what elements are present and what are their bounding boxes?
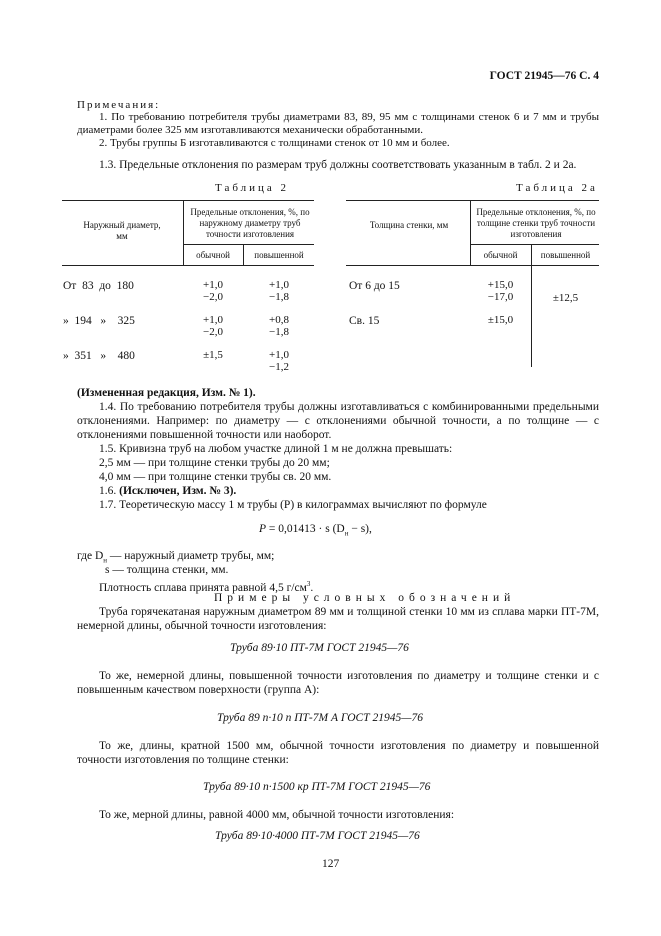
where-line-3-text: Плотность сплава принята равной 4,5 г/см	[99, 581, 307, 594]
example-2-text: То же, немерной длины, повышенной точности изготовления по диаметру и толщине стенки и с повышенным качеством поверхности (группа А):	[77, 670, 599, 696]
table-2a-sub-ordinary: обычной	[483, 250, 518, 260]
table-2-top-rule	[62, 200, 314, 201]
page-header: ГОСТ 21945—76 С. 4	[489, 70, 599, 82]
where-line-1-prefix: где D	[77, 550, 104, 562]
table-2-row3-increased: +1,0 −1,2	[269, 349, 289, 373]
paragraph-1-5-b: 4,0 мм — при толщине стенки трубы св. 20 мм.	[99, 471, 332, 483]
example-3-text: То же, длины, кратной 1500 мм, обычной точности изготовления по диаметру и повышенной точности изготовления по толщине стенки:	[77, 740, 599, 766]
formula-lhs: P	[259, 523, 267, 535]
table-2-caption: Таблица 2	[215, 182, 290, 194]
table-2-row2-label: » 194 » 325	[63, 315, 135, 327]
table-2a-row2-ordinary: ±15,0	[487, 314, 514, 326]
table-2a-sub-increased: повышенной	[540, 250, 591, 260]
table-2a-row1-label: От 6 до 15	[349, 280, 400, 292]
formula-rhs: = 0,01413 · s (D	[268, 523, 345, 535]
note-item-1: 1. По требованию потребителя трубы диаметрами 83, 89, 95 мм с толщинами стенок 6 и 7 мм и трубы диаметрами более 325 мм изготавливаются механически обработанными.	[77, 111, 599, 136]
table-2-row1-label: От 83 до 180	[63, 280, 134, 292]
table-2a-caption: Таблица 2а	[516, 182, 598, 194]
paragraph-1-5-a: 2,5 мм — при толщине стенки трубы до 20 мм;	[99, 457, 330, 469]
table-2a-top-rule	[346, 200, 599, 201]
where-line-1-rest: — наружный диаметр трубы, мм;	[107, 550, 275, 562]
table-2a-row2-label: Св. 15	[349, 315, 380, 327]
table-2a-header-rule	[346, 265, 599, 266]
table-2-sub-rule	[183, 244, 314, 245]
where-line-3-sup: 3	[306, 580, 311, 588]
example-1-text: Труба горячекатаная наружным диаметром 89 мм и толщиной стенки 10 мм из сплава марки ПТ-7М, немерной длины, обычной точности изготовления:	[77, 606, 599, 632]
table-2-row2-increased: +0,8 −1,8	[269, 314, 289, 338]
table-2a-col1-header: Толщина стенки, мм	[369, 220, 449, 230]
table-2-col1-header: Наружный диаметр, мм	[83, 220, 161, 241]
table-2a-row1-ordinary: +15,0 −17,0	[487, 279, 514, 303]
table-2-sub-increased: повышенной	[254, 250, 304, 260]
paragraph-1-6-text: (Исключен, Изм. № 3).	[119, 485, 237, 497]
examples-heading: Примеры условных обозначений	[214, 592, 516, 604]
paragraph-1-7: 1.7. Теоретическую массу 1 м трубы (P) в килограммах вычисляют по формуле	[99, 499, 487, 511]
paragraph-1-3: 1.3. Предельные отклонения по размерам труб должны соответствовать указанным в табл. 2 и 2а.	[99, 159, 577, 171]
table-2-header-rule	[62, 265, 314, 266]
where-line-2: s — толщина стенки, мм.	[105, 564, 229, 576]
note-item-2: 2. Трубы группы Б изготавливаются с толщинами стенок от 10 мм и более.	[99, 137, 450, 149]
example-3-code: Труба 89·10 п·1500 кр ПТ-7М ГОСТ 21945—76	[203, 781, 431, 793]
table-2-row1-ordinary: +1,0 −2,0	[203, 279, 223, 303]
formula-subscript: н	[344, 529, 349, 538]
where-line-3-end: .	[310, 581, 314, 594]
amendment-note-1: (Измененная редакция, Изм. № 1).	[77, 387, 256, 399]
where-line-1-sub: н	[103, 556, 108, 565]
formula-tail: − s),	[351, 523, 372, 535]
table-2-row2-ordinary: +1,0 −2,0	[203, 314, 223, 338]
table-2-row3-label: » 351 » 480	[63, 350, 135, 362]
example-2-code: Труба 89 п·10 п ПТ-7М А ГОСТ 21945—76	[217, 712, 423, 724]
table-2-row3-ordinary: ±1,5	[203, 349, 223, 361]
example-4-code: Труба 89·10·4000 ПТ-7М ГОСТ 21945—76	[215, 830, 420, 842]
table-2-row1-increased: +1,0 −1,8	[269, 279, 289, 303]
table-2a-col2-header: Предельные отклонения, %, по толщине стенки труб точности изготовления	[476, 207, 596, 239]
example-1-code: Труба 89·10 ПТ-7М ГОСТ 21945—76	[230, 642, 409, 654]
table-2-col2-header: Предельные отклонения, %, по наружному диаметру труб точности изготовления	[190, 207, 310, 239]
table-2-sub-ordinary: обычной	[196, 250, 230, 260]
mass-formula	[259, 522, 372, 540]
page-number: 127	[322, 858, 340, 870]
example-4-text: То же, мерной длины, равной 4000 мм, обычной точности изготовления:	[99, 809, 455, 821]
table-2a-body-divider	[531, 265, 532, 367]
paragraph-1-6-number: 1.6.	[99, 485, 117, 497]
paragraph-1-5: 1.5. Кривизна труб на любом участке длиной 1 м не должна превышать:	[99, 443, 453, 455]
paragraph-1-6	[99, 484, 236, 498]
table-2a-sub-rule	[470, 244, 599, 245]
notes-heading: Примечания:	[77, 99, 161, 111]
paragraph-1-4: 1.4. По требованию потребителя трубы должны изготавливаться с комбинированными предельными отклонениями. Например: по диаметру — с отклонениями обычной точности, а по толщине — с отклонениями повышенной точности или наоборот.	[77, 401, 599, 441]
table-2a-row1-increased: ±12,5	[552, 292, 579, 304]
